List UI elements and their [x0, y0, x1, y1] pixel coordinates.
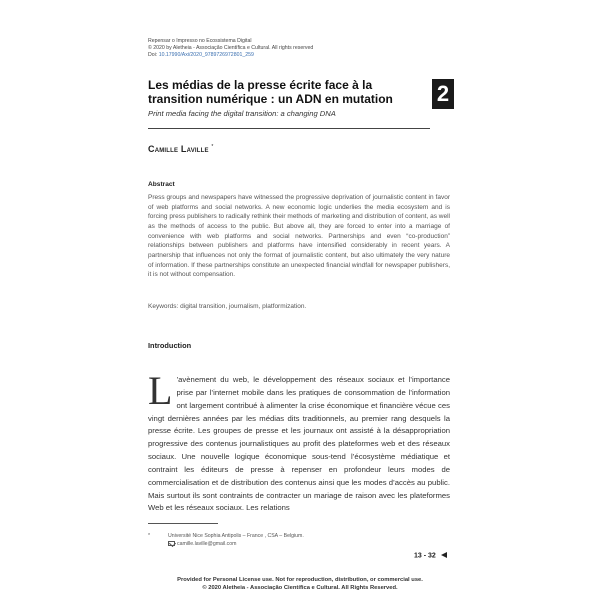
- author-line: [148, 144, 214, 154]
- page-range: 13 - 32: [414, 552, 436, 560]
- abstract-heading: Abstract: [148, 181, 175, 188]
- title-divider: [148, 128, 430, 129]
- footnote-affiliation-line: [148, 532, 304, 540]
- footnote: [148, 532, 304, 548]
- drop-cap: L: [148, 368, 173, 413]
- license-line-2: © 2020 Aletheia - Associação Científica e Cultural. All Rights Reserved.: [202, 585, 398, 591]
- license-line-1: Provided for Personal License use. Not for reproduction, distribution, or commercial use.: [177, 577, 423, 583]
- author-name: Camille Laville: [148, 144, 209, 154]
- footnote-mark: *: [148, 533, 151, 539]
- footnote-divider: [148, 523, 218, 524]
- chapter-subtitle: Print media facing the digital transition: a changing DNA: [148, 109, 336, 118]
- abstract-text: Press groups and newspapers have witnessed the progressive deprivation of journalistic content in favor of web platforms and social networks. A new economic logic underlies the media ecosystem and is forcing press publishers to radically rethink their methods of marketing and distribution of content, as well as the methods of access to the public. But above all, they are forced to enter into a marriage of convenience with web platforms and social networks. Partnerships and even “co-production” relationships between publishers and platforms have intensified considerably in recent years. A partnership that influences not only the format of journalistic content, but also ultimately the very nature of information. If these partnerships constitute an unexpected financial windfall for newspaper publishers, it is not without compensation.: [148, 194, 450, 279]
- introduction-heading: Introduction: [148, 341, 192, 350]
- book-title: Repensar o Impresso no Ecossistema Digital: [148, 38, 252, 44]
- page-number: [414, 552, 447, 560]
- license-notice: [0, 576, 600, 592]
- chapter-title: Les médias de la presse écrite face à la transition numérique : un ADN en mutation: [148, 78, 393, 106]
- footnote-affiliation: Université Nice Sophia Antipolis – France , CSA – Belgium.: [168, 533, 304, 539]
- keywords: Keywords: digital transition, journalism, platformization.: [148, 303, 307, 310]
- footnote-email[interactable]: camille.laville@gmail.com: [177, 541, 237, 547]
- footnote-email-line: [148, 540, 304, 548]
- introduction-body: [148, 368, 450, 515]
- triangle-left-icon: [441, 552, 447, 558]
- copyright-line: © 2020 by Aletheia - Associação Científica e Cultural. All rights reserved: [148, 45, 314, 52]
- doi-label: Doi:: [148, 52, 158, 59]
- author-footnote-mark: *: [211, 144, 214, 150]
- introduction-text: ’avènement du web, le développement des réseaux sociaux et l’importance prise par l’internet mobile dans les pratiques de consommation de l’information ont largement contribué à alimenter la crise économique et financière vécue ces vingt dernières années par les médias dits traditionnels, au premier rang desquels la presse écrite. Les groupes de presse et les journaux ont assisté à la désappropriation progressive des contenus journalistiques au profit des plateformes web et des réseaux sociaux. Une nouvelle logique économique sous-tend l’écosystème médiatique et contraint les éditeurs de presse à repenser en profondeur leurs modes de commercialisation et de distribution des contenus ainsi que les modes d’accès au public. Mais surtout ils sont contraints de contracter un mariage de raison avec les plateformes Web et les réseaux sociaux. Les relations: [148, 375, 450, 513]
- doi-link[interactable]: 10.17990/Axi/2020_9789726972801_259: [158, 52, 254, 59]
- doi-line: [148, 52, 313, 59]
- chapter-number-badge: 2: [432, 79, 454, 109]
- header-meta: [148, 38, 313, 60]
- envelope-icon: [168, 541, 175, 546]
